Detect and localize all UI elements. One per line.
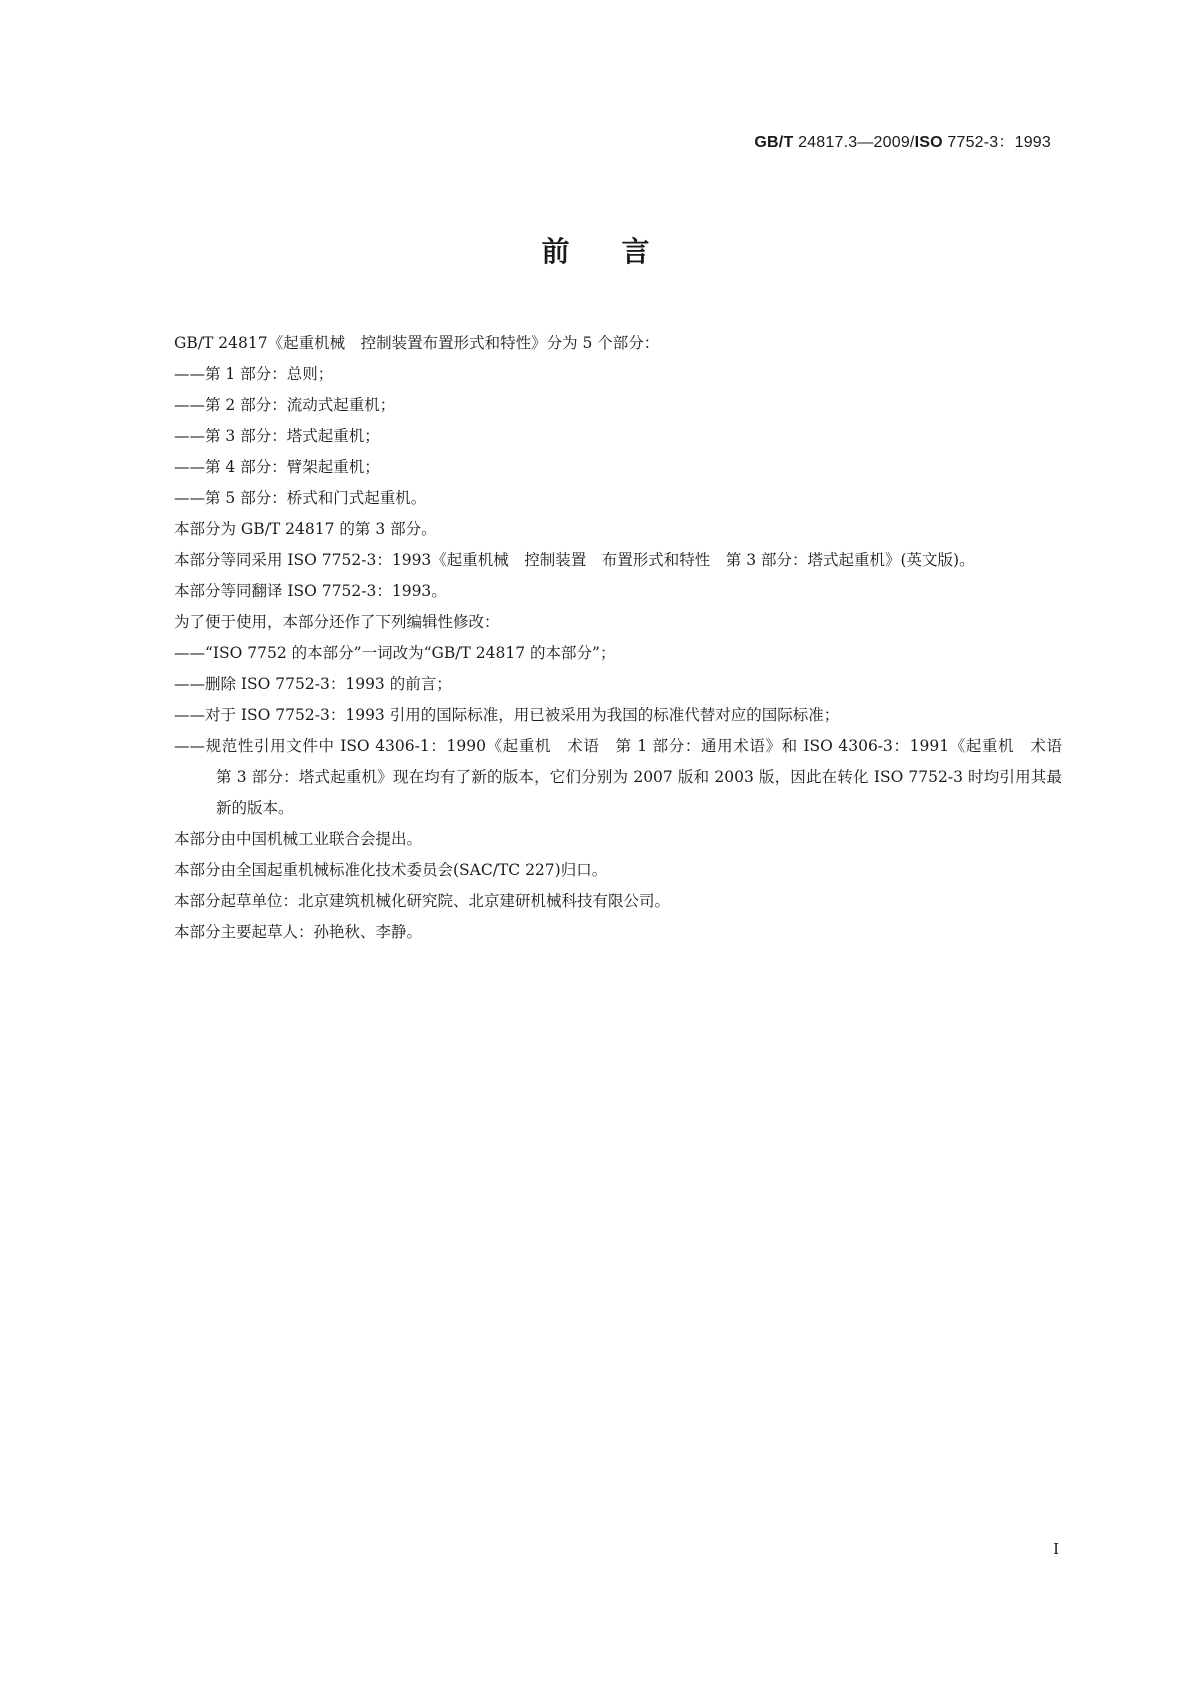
modification-list-item: ——删除 ISO 7752-3：1993 的前言； [174, 675, 452, 693]
modification-list-item: ——对于 ISO 7752-3：1993 引用的国际标准，用已被采用为我国的标准代替对应的国际标准； [174, 706, 840, 724]
body-paragraph: 本部分等同翻译 ISO 7752-3：1993。 [174, 582, 447, 600]
header-iso-prefix: ISO [914, 134, 943, 151]
page-title: 前言 [541, 235, 702, 268]
body-paragraph: 本部分为 GB/T 24817 的第 3 部分。 [174, 520, 437, 538]
header-std-prefix: GB/T [754, 134, 794, 151]
body-paragraph: 本部分由中国机械工业联合会提出。 [174, 830, 423, 848]
foreword-body [132, 328, 1078, 948]
part-list-item: ——第 5 部分：桥式和门式起重机。 [174, 489, 427, 507]
part-list-item: ——第 2 部分：流动式起重机； [174, 396, 396, 414]
part-list-item: ——第 1 部分：总则； [174, 365, 334, 383]
body-paragraph: 本部分起草单位：北京建筑机械化研究院、北京建研机械科技有限公司。 [174, 892, 671, 910]
page-number: I [1053, 1540, 1059, 1558]
part-list-item: ——第 4 部分：臂架起重机； [174, 458, 380, 476]
modification-list-item: ——规范性引用文件中 ISO 4306-1：1990《起重机 术语 第 1 部分：通用术语》和 ISO 4306-3：1991《起重机 术语 第 3 部分：塔式起重机》现在均有了新的版本，它们分别为 2007 版和 2003 版，因此在转化 ISO 7752-3 时均引用其最新的版本。 [174, 737, 1078, 817]
body-paragraph: 本部分由全国起重机械标准化技术委员会(SAC/TC 227)归口。 [174, 861, 608, 879]
body-paragraph: 本部分等同采用 ISO 7752-3：1993《起重机械 控制装置 布置形式和特性 第 3 部分：塔式起重机》(英文版)。 [174, 551, 975, 569]
modification-list-item: ——“ISO 7752 的本部分”一词改为“GB/T 24817 的本部分”； [174, 644, 616, 662]
header-iso-number: 7752-3：1993 [942, 134, 1051, 151]
intro-paragraph: GB/T 24817《起重机械 控制装置布置形式和特性》分为 5 个部分： [174, 334, 660, 352]
body-paragraph: 本部分主要起草人：孙艳秋、李静。 [174, 923, 423, 941]
standard-header [754, 129, 1051, 152]
part-list-item: ——第 3 部分：塔式起重机； [174, 427, 380, 445]
header-std-number: 24817.3—2009/ [793, 134, 915, 151]
body-paragraph: 为了便于使用，本部分还作了下列编辑性修改： [174, 613, 500, 631]
